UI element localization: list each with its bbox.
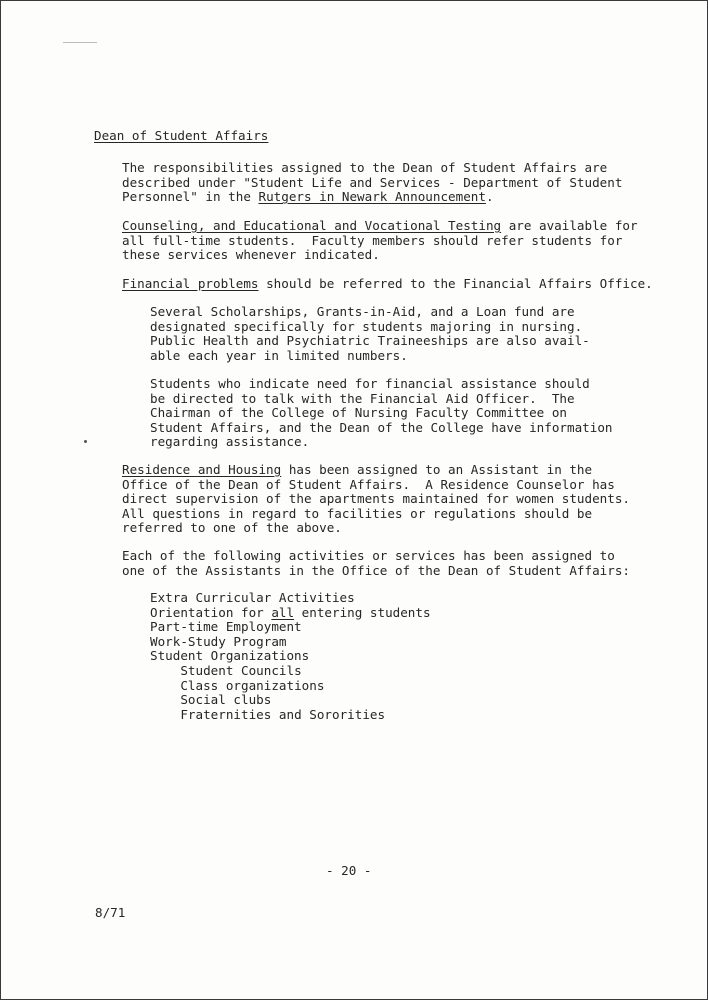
list-item: Student Organizations: [150, 648, 310, 664]
text-line: described under "Student Life and Services - Department of Student: [122, 174, 623, 190]
text-line: all full-time students. Faculty members should refer students for: [122, 232, 623, 248]
emphasis-all: all: [271, 604, 295, 620]
text-line: be directed to talk with the Financial Aid Officer. The: [150, 390, 575, 406]
activities-list: [150, 591, 431, 722]
text-line: designated specifically for students majoring in nursing.: [150, 318, 583, 334]
text-line: direct supervision of the apartments maintained for women students.: [122, 491, 630, 507]
text-line: Each of the following activities or services has been assigned to: [122, 548, 615, 563]
paragraph-financial: [122, 277, 653, 292]
sub-list-item: Social clubs: [180, 692, 272, 708]
list-item: Orientation for: [150, 604, 272, 620]
section-heading: [94, 129, 268, 144]
paragraph-scholarships: [150, 305, 590, 363]
date-code: 8/71: [95, 905, 126, 920]
sub-list-item: Fraternities and Sororities: [180, 706, 386, 722]
paragraph-financial-aid: [150, 377, 613, 450]
paragraph-counseling: [122, 219, 638, 263]
text-line: these services whenever indicated.: [122, 247, 380, 263]
paragraph-responsibilities: [122, 161, 622, 205]
text-line: Students who indicate need for financial assistance should: [150, 376, 590, 391]
heading-text: Dean of Student Affairs: [94, 128, 269, 143]
scan-mark: [63, 42, 97, 43]
paragraph-residence: [122, 463, 630, 536]
residence-heading: Residence and Housing: [122, 462, 282, 477]
text-line: Chairman of the College of Nursing Faculty Committee on: [150, 405, 568, 421]
text-line: able each year in limited numbers.: [150, 347, 408, 363]
sub-list-item: Student Councils: [180, 662, 302, 678]
list-item: Work-Study Program: [150, 633, 287, 649]
paragraph-activities-intro: [122, 549, 630, 578]
text-line: Office of the Dean of Student Affairs. A Residence Counselor has: [122, 476, 615, 492]
text-line: Several Scholarships, Grants-in-Aid, and a Loan fund are: [150, 304, 575, 319]
list-item: entering students: [294, 604, 431, 620]
text-line: regarding assistance.: [150, 434, 310, 450]
text-line: should be referred to the Financial Affairs Office.: [258, 276, 653, 291]
text-line: one of the Assistants in the Office of the Dean of Student Affairs:: [122, 562, 630, 578]
text-line: has been assigned to an Assistant in the: [281, 462, 593, 477]
text-line: are available for: [501, 218, 638, 233]
page-number: - 20 -: [326, 863, 372, 878]
text-line: referred to one of the above.: [122, 520, 342, 536]
text-line: Personnel" in the: [122, 189, 259, 205]
text-line: Public Health and Psychiatric Traineeships are also avail-: [150, 333, 590, 349]
text-line: All questions in regard to facilities or regulations should be: [122, 505, 593, 521]
list-item: Extra Curricular Activities: [150, 590, 355, 605]
list-item: Part-time Employment: [150, 619, 302, 635]
sub-list-item: Class organizations: [180, 677, 325, 693]
text-line: .: [485, 189, 494, 205]
scan-dot: [84, 440, 87, 443]
financial-heading: Financial problems: [122, 276, 259, 291]
text-line: The responsibilities assigned to the Dean of Student Affairs are: [122, 160, 608, 175]
counseling-heading: Counseling, and Educational and Vocational Testing: [122, 218, 502, 233]
text-line: Student Affairs, and the Dean of the College have information: [150, 419, 613, 435]
announcement-title: Rutgers in Newark Announcement: [258, 189, 486, 205]
